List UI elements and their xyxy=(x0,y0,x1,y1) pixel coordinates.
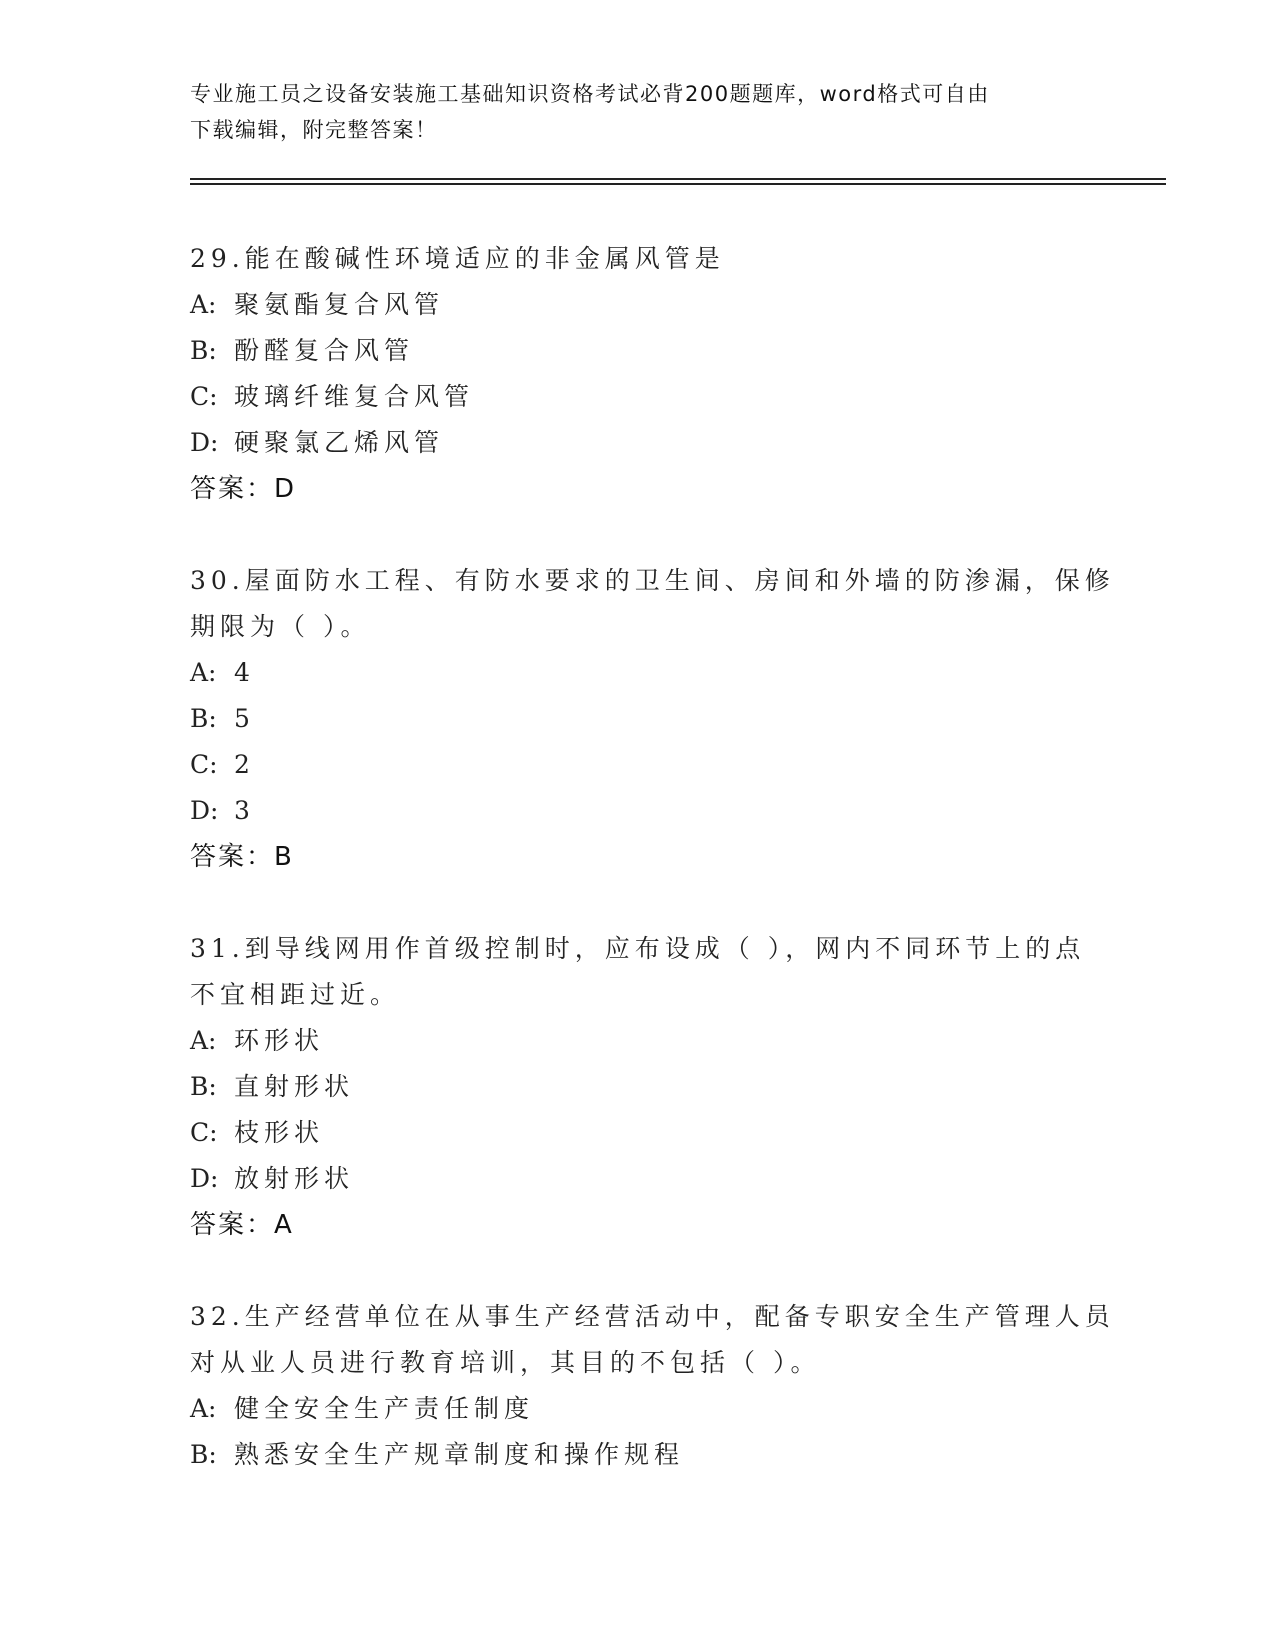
option-text: 聚氨酯复合风管 xyxy=(234,290,445,319)
option-text: 3 xyxy=(234,796,255,825)
option-text: 直射形状 xyxy=(234,1072,355,1101)
question-31 xyxy=(190,926,1090,1248)
option-b xyxy=(190,1432,1090,1478)
question-text-continued: 不宜相距过近。 xyxy=(190,980,401,1009)
answer-text: 答案：D xyxy=(190,474,297,504)
option-label: D: xyxy=(190,1164,219,1193)
option-text: 环形状 xyxy=(234,1026,325,1055)
option-d xyxy=(190,1156,1090,1202)
document-header xyxy=(190,76,1090,148)
option-label: A: xyxy=(190,290,217,319)
header-line-1: 专业施工员之设备安装施工基础知识资格考试必背200题题库，word格式可自由 xyxy=(190,82,990,106)
option-c xyxy=(190,374,1090,420)
option-label: A: xyxy=(190,658,217,687)
question-text: 31.到导线网用作首级控制时，应布设成（ ），网内不同环节上的点 xyxy=(190,934,1086,963)
answer-text: 答案：A xyxy=(190,1210,294,1240)
option-label: D: xyxy=(190,428,219,457)
header-rule-bottom xyxy=(190,183,1166,185)
option-text: 熟悉安全生产规章制度和操作规程 xyxy=(234,1440,685,1469)
option-label: B: xyxy=(190,1072,217,1101)
option-label: C: xyxy=(190,750,218,779)
answer-text: 答案：B xyxy=(190,842,294,872)
option-text: 5 xyxy=(234,704,255,733)
option-text: 4 xyxy=(234,658,255,687)
question-text: 29.能在酸碱性环境适应的非金属风管是 xyxy=(190,244,725,273)
question-text-continued: 期限为（ ）。 xyxy=(190,612,371,641)
option-text: 2 xyxy=(234,750,255,779)
option-c xyxy=(190,742,1090,788)
option-label: B: xyxy=(190,704,217,733)
option-text: 硬聚氯乙烯风管 xyxy=(234,428,445,457)
option-a xyxy=(190,1386,1090,1432)
option-label: C: xyxy=(190,1118,218,1147)
option-text: 酚醛复合风管 xyxy=(234,336,415,365)
option-label: A: xyxy=(190,1026,217,1055)
question-text: 30.屋面防水工程、有防水要求的卫生间、房间和外墙的防渗漏，保修 xyxy=(190,566,1115,595)
question-30 xyxy=(190,558,1115,880)
option-text: 玻璃纤维复合风管 xyxy=(234,382,475,411)
option-label: A: xyxy=(190,1394,217,1423)
option-text: 枝形状 xyxy=(234,1118,325,1147)
question-text-continued: 对从业人员进行教育培训，其目的不包括（ ）。 xyxy=(190,1348,821,1377)
option-a xyxy=(190,282,1090,328)
option-d xyxy=(190,420,1090,466)
header-rule-top xyxy=(190,178,1166,180)
option-label: B: xyxy=(190,1440,217,1469)
option-text: 健全安全生产责任制度 xyxy=(234,1394,535,1423)
option-b xyxy=(190,328,1090,374)
option-a xyxy=(190,650,1090,696)
header-line-2: 下载编辑，附完整答案！ xyxy=(190,118,438,142)
question-32 xyxy=(190,1294,1115,1478)
option-label: B: xyxy=(190,336,217,365)
option-label: C: xyxy=(190,382,218,411)
option-text: 放射形状 xyxy=(234,1164,355,1193)
option-c xyxy=(190,1110,1090,1156)
option-d xyxy=(190,788,1090,834)
option-label: D: xyxy=(190,796,219,825)
question-list xyxy=(190,236,1115,1524)
option-b xyxy=(190,1064,1090,1110)
option-a xyxy=(190,1018,1090,1064)
option-b xyxy=(190,696,1090,742)
question-text: 32.生产经营单位在从事生产经营活动中，配备专职安全生产管理人员 xyxy=(190,1302,1115,1331)
question-29 xyxy=(190,236,1090,512)
